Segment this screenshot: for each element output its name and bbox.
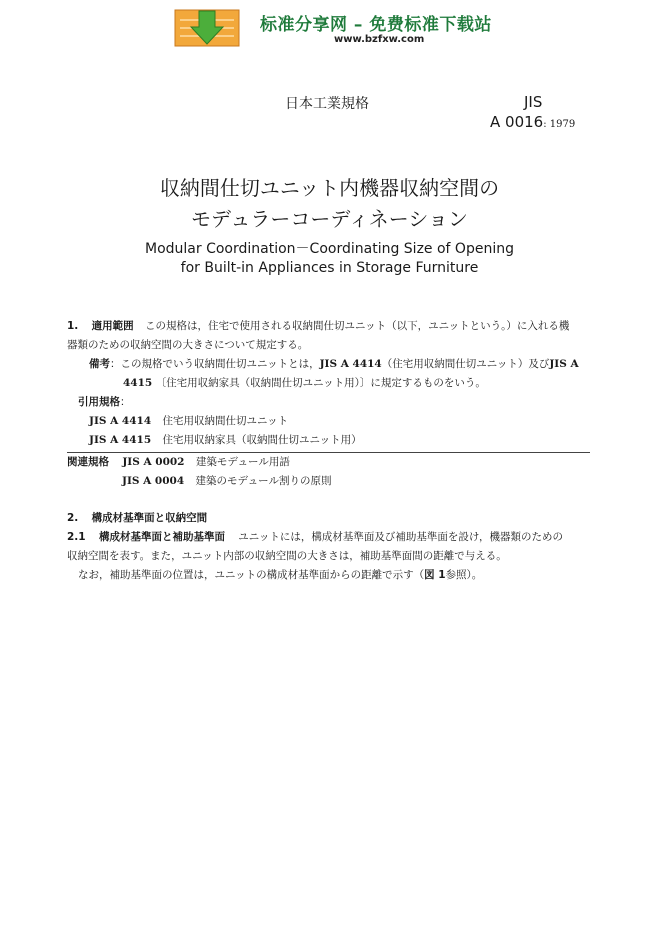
note-ref1: JIS A 4414 [319, 358, 382, 370]
figure-ref: 図 1 [424, 569, 446, 581]
note-label: 備考 [89, 358, 110, 370]
jis-label: JIS [524, 93, 543, 111]
para-text-a: なお，補助基準面の位置は，ユニットの構成材基準面からの距離で示す（ [78, 569, 425, 581]
watermark-banner [172, 6, 490, 50]
note-text-c: 〔住宅用収納家具（収納間仕切ユニット用）〕に規定するものをいう。 [155, 377, 486, 389]
related-title: 建築のモデュール割りの原則 [195, 475, 332, 487]
cited-item [89, 416, 288, 427]
related-code: JIS A 0004 [122, 475, 185, 487]
divider-rule [67, 452, 590, 453]
subsection-text-line2: 収納空間を表す。また，ユニット内部の収納空間の大きさは，補助基準面間の距離で与える。 [67, 550, 507, 562]
subsection-line1 [67, 532, 563, 543]
note-text-b: （住宅用収納間仕切ユニット）及び [381, 358, 550, 370]
note-text-a: ：この規格でいう収納間仕切ユニットとは， [110, 358, 320, 370]
title-ja-line2: モデュラーコーディネーション [191, 207, 468, 231]
section1-text-line2: 器類のための収納空間の大きさについて規定する。 [67, 339, 309, 351]
cited-heading: 引用規格 [78, 396, 120, 408]
subsection-paragraph [78, 570, 482, 581]
note-ref2: JIS A [549, 358, 579, 370]
section1-line1 [67, 321, 569, 332]
standard-number [490, 113, 575, 131]
cited-title: 住宅用収納家具（収納間仕切ユニット用） [162, 434, 362, 446]
section2-number: 2. [67, 512, 79, 524]
related-item [67, 457, 290, 468]
standard-name: 日本工業規格 [285, 96, 369, 112]
related-item [122, 476, 331, 487]
para-text-b: 参照）。 [445, 569, 483, 581]
section1-heading: 適用範囲 [91, 320, 134, 332]
banner-title: 标准分享网 – 免费标准下载站 [260, 15, 492, 35]
section1-number: 1. [67, 320, 79, 332]
section2-heading: 構成材基準面と収納空間 [91, 512, 208, 524]
section2-heading-line [67, 513, 207, 524]
subsection-heading: 構成材基準面と補助基準面 [98, 531, 225, 543]
standard-year: : 1979 [543, 119, 576, 130]
title-ja-line1: 収納間仕切ユニット内機器収納空間の [159, 176, 500, 200]
download-logo-icon [172, 6, 242, 50]
banner-url[interactable]: www.bzfxw.com [334, 34, 425, 45]
standard-code: A 0016 [490, 113, 544, 131]
title-en-line1: Modular Coordination－Coordinating Size of Opening [145, 241, 514, 257]
cited-code: JIS A 4414 [89, 415, 152, 427]
note-line1 [89, 359, 579, 370]
cited-item [89, 435, 362, 446]
note-ref2-cont: 4415 [123, 377, 153, 389]
title-en-line2: for Built-in Appliances in Storage Furniture [180, 260, 479, 276]
note-line2 [123, 378, 486, 389]
related-title: 建築モデュール用語 [195, 456, 290, 468]
subsection-number: 2.1 [67, 531, 86, 543]
cited-heading-line [78, 397, 131, 408]
cited-title: 住宅用収納間仕切ユニット [162, 415, 289, 427]
section1-text-line1: この規格は，住宅で使用される収納間仕切ユニット（以下，ユニットという。）に入れる機 [144, 320, 570, 332]
cited-code: JIS A 4415 [89, 434, 152, 446]
cited-colon: ： [120, 396, 131, 408]
related-heading: 関連規格 [67, 456, 109, 468]
subsection-text-line1: ユニットには，構成材基準面及び補助基準面を設け，機器類のための [238, 531, 563, 543]
related-code: JIS A 0002 [122, 456, 185, 468]
